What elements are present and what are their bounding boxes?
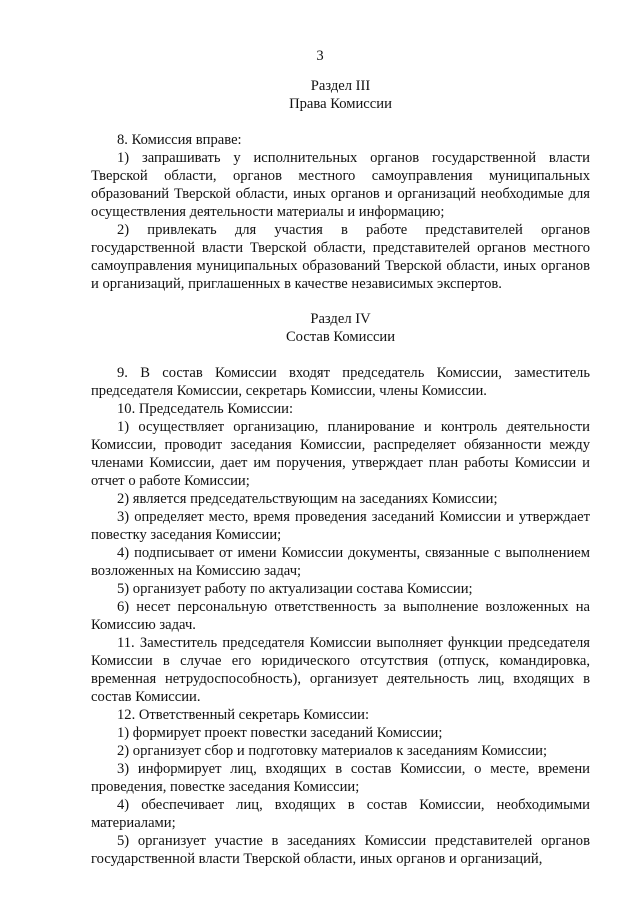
paragraph: 1) формирует проект повестки заседаний Комиссии; [117,725,443,741]
section-heading-3: Раздел III [310,78,371,94]
section-heading-4: Раздел IV [310,311,371,327]
paragraph: 2) является председательствующим на заседаниях Комиссии; [117,491,498,507]
paragraph: 2) организует сбор и подготовку материалов к заседаниям Комиссии; [117,743,548,759]
paragraph: 3) определяет место, время проведения заседаний Комиссии и утверждает повестку заседания Комиссии; [91,509,590,543]
paragraph: 5) организует участие в заседаниях Комиссии представителей органов государственной власти Тверской области, иных органов и организаций, [91,833,590,867]
paragraph: 8. Комиссия вправе: [117,132,242,148]
section-title-4: Состав Комиссии [285,329,396,345]
paragraph: 1) осуществляет организацию, планирование и контроль деятельности Комиссии, проводит заседания Комиссии, распределяет обязанности между членами Комиссии, дает им поручения, утверждает план работы Комиссии и отчет о работе Комиссии; [91,419,590,489]
paragraph: 10. Председатель Комиссии: [117,401,294,417]
paragraph: 3) информирует лиц, входящих в состав Комиссии, о месте, времени проведения, повестке заседания Комиссии; [91,761,590,795]
paragraph: 11. Заместитель председателя Комиссии выполняет функции председателя Комиссии в случае его юридического отсутствия (отпуск, командировка, временная нетрудоспособность), организует деятельность лиц, входящих в состав Комиссии. [91,635,590,705]
paragraph: 1) запрашивать у исполнительных органов государственной власти Тверской области, органов местного самоуправления муниципальных образований Тверской области, иных органов и организаций необходимые для осуществления деятельности материалы и информацию; [91,150,590,220]
document-body [91,77,590,868]
paragraph: 5) организует работу по актуализации состава Комиссии; [117,581,473,597]
paragraph: 6) несет персональную ответственность за выполнение возложенных на Комиссию задач. [91,599,590,633]
section-title-3: Права Комиссии [289,96,392,112]
paragraph: 2) привлекать для участия в работе представителей органов государственной власти Тверской области, представителей органов местного самоуправления муниципальных образований Тверской области, иных органов и организаций, приглашенных в качестве независимых экспертов. [91,222,590,292]
page-number: 3 [316,48,324,64]
paragraph: 4) обеспечивает лиц, входящих в состав Комиссии, необходимыми материалами; [91,797,590,831]
paragraph: 4) подписывает от имени Комиссии документы, связанные с выполнением возложенных на Комиссию задач; [91,545,590,579]
paragraph: 12. Ответственный секретарь Комиссии: [117,707,369,723]
paragraph: 9. В состав Комиссии входят председатель Комиссии, заместитель председателя Комиссии, секретарь Комиссии, члены Комиссии. [91,365,590,399]
